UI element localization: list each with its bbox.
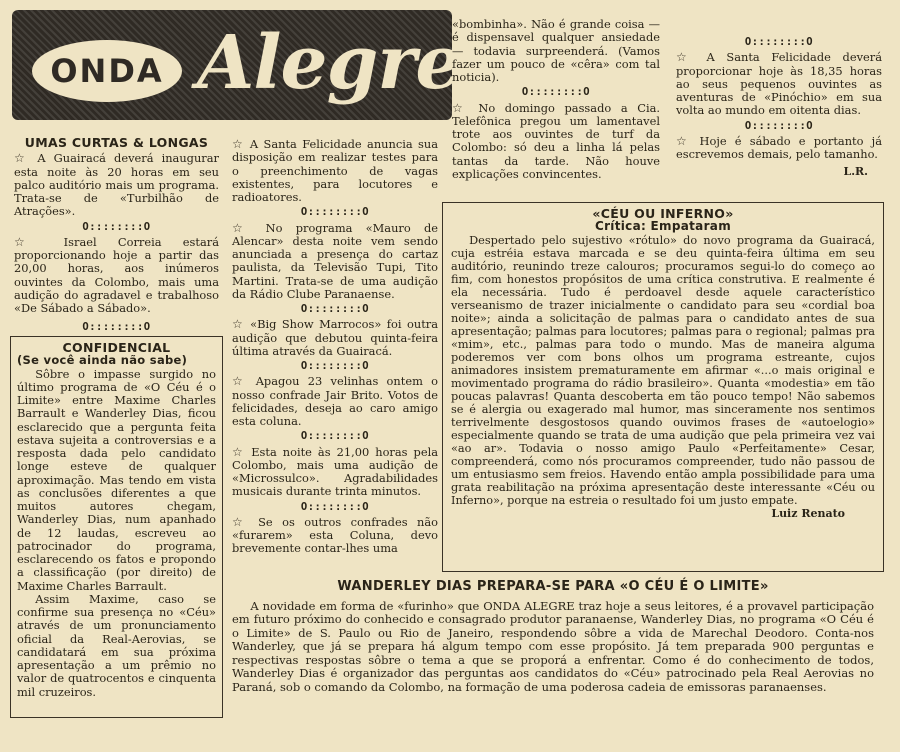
- news-item: A Guairacá deverá inaugurar esta noite às 20 horas em seu palco auditório mais um programa. Trata-se de «Turbilhão de Atrações».: [14, 151, 219, 219]
- column-notes-2: [232, 138, 438, 556]
- separator: O::::::::O: [521, 86, 591, 99]
- separator: O::::::::O: [300, 430, 370, 443]
- star-icon: ☆: [232, 220, 253, 235]
- separator: O::::::::O: [744, 36, 814, 48]
- star-icon: ☆: [232, 374, 248, 389]
- news-item: Israel Correia estará proporcionando hoje a partir das 20,00 horas, aos inúmeros ouvintes da Colombo, mais uma audição do agradavel e trabalhoso «De Sábado a Sábado».: [14, 234, 219, 315]
- star-icon: ☆: [14, 234, 43, 249]
- wanderley-article: [232, 580, 874, 694]
- news-item: No domingo passado a Cia. Telefônica pregou um lamentavel trote aos ouvintes de turf da Colombo: só deu a linha lá pelas tantas da tarde. Não houve explicações convincentes.: [452, 100, 660, 181]
- news-item: A Santa Felicidade deverá proporcionar hoje às 18,35 horas ao seus pequenos ouvintes as aventuras de «Pinóchio» em sua volta ao mundo em oitenta dias.: [676, 50, 882, 118]
- column-notes-4: [676, 34, 882, 179]
- star-icon: ☆: [232, 317, 245, 332]
- ceu-ou-inferno-box: [442, 202, 884, 572]
- news-item: Apagou 23 velinhas ontem o nosso confrade Jair Brito. Votos de felicidades, deseja ao caro amigo esta coluna.: [232, 374, 438, 428]
- star-icon: ☆: [232, 444, 246, 459]
- column-curtas-longas: [14, 136, 219, 337]
- separator: O::::::::O: [300, 360, 370, 372]
- star-icon: ☆: [232, 514, 249, 529]
- confidencial-paragraph: Sôbre o impasse surgido no último programa de «O Céu é o Limite» entre Maxime Charles Barrault e Wanderley Dias, ficou esclarecido que a pergunta feita estava sujeita a controversias e a resposta dada pelo candidato longe esteve de qualquer aproximação. Mas tendo em vista as conclusões diferentes a que muitos autores chegam, Wanderley Dias, num apanhado de 12 laudas, escreveu ao patrocinador do programa, esclarecendo os fatos e propondo a classificação (por direito) de Maxime Charles Barrault.: [17, 366, 216, 593]
- news-item: Hoje é sábado e portanto já escrevemos demais, pelo tamanho.: [676, 133, 883, 161]
- news-item: No programa «Mauro de Alencar» desta noite vem sendo anunciada a presença do cartaz paulista, da Televisão Tupi, Tito Martini. Trata-se de uma audição da Rádio Clube Paranaense.: [232, 220, 439, 301]
- separator: O::::::::O: [300, 303, 370, 315]
- star-icon: ☆: [14, 151, 30, 166]
- separator: O::::::::O: [82, 321, 151, 334]
- column-notes-3: [452, 18, 660, 181]
- masthead-alegre: Alegre: [197, 20, 462, 106]
- news-item: A Santa Felicidade anuncia sua disposição em realizar testes para o preenchimento de vagas existentes, para locutores e radioatores.: [232, 137, 439, 204]
- signature: Luiz Renato: [771, 507, 845, 520]
- news-item: Esta noite às 21,00 horas pela Colombo, mais uma audição de «Microssulco». Agradabilidades musicais durante trinta minutos.: [232, 444, 438, 499]
- masthead-oval: [32, 40, 182, 102]
- article-title: WANDERLEY DIAS PREPARA-SE PARA «O CÉU É O LIMITE»: [337, 579, 769, 594]
- confidencial-box: [10, 336, 223, 718]
- star-icon: ☆: [232, 137, 245, 151]
- article-body: Despertado pelo sujestivo «rótulo» do novo programa da Guairacá, cuja estréia estava marcada e se deu quinta-feira última em seu auditório, reunindo treze calouros; procuramos segui-lo do começo ao fim, com honestos propósitos de uma crítica construtiva. E realmente é ela necessária. Tudo é perdoavel desde aquele característico verseanismo de trazer inicialmente o candidato para seu «cordial boa noite»; ainda a solicitação de palmas para o candidato antes de sua apresentação; palmas para locutores; palmas para o regional; palmas pra «mim», etc., palmas para todo o mundo. Mas de maneira alguma poderemos ver com bons olhos um programa estreante, cujos animadores insistem prematuramente em afirmar «...o mais original e movimentado programa do rádio brasileiro». Quanta «modestia» em tão poucas palavras! Quanta descoberta em tão pouco tempo! Não sabemos se é alergia ou exagerado mal humor, mas sinceramente nos sentimos terrivelmente desgostosos quando ouvimos frases de «autoelogio» especialmente quando se trata de uma audição que pela primeira vez vai «ao ar». Todavia o nosso amigo Paulo «Perfeitamente» Cesar, compreenderá, como nós procuramos compreender, tudo não passou de um entusiasmo sem freios. Havendo então ampla possibilidade para uma grata reabilitação na próxima apresentação deste interessante «Céu ou Inferno», porque na estreia o resultado foi um justo empate.: [451, 234, 875, 507]
- news-item: «Big Show Marrocos» foi outra audição que debutou quinta-feira última através da Guairacá.: [232, 317, 439, 358]
- section-heading: UMAS CURTAS & LONGAS: [24, 135, 209, 150]
- masthead-onda: ONDA: [50, 52, 164, 90]
- news-item: Se os outros confrades não «furarem» esta Coluna, devo brevemente contar-lhes uma: [232, 514, 438, 556]
- confidencial-subtitle: (Se você ainda não sabe): [17, 353, 188, 368]
- separator: O::::::::O: [744, 119, 814, 132]
- article-title: «CÉU OU INFERNO»: [592, 206, 734, 221]
- star-icon: ☆: [676, 133, 692, 148]
- article-subtitle: Crítica: Empataram: [594, 219, 732, 233]
- confidencial-title: CONFIDENCIAL: [62, 340, 171, 355]
- news-item-continued: «bombinha». Não é grande coisa — é dispensavel qualquer ansiedade — todavia surpreenderá. (Vamos fazer um pouco de «cêra» com tal noticia).: [452, 17, 660, 84]
- separator: O::::::::O: [82, 220, 151, 233]
- confidencial-paragraph: Assim Maxime, caso se confirme sua presença no «Céu» através de um pronunciamento oficial da Real-Aerovias, se candidatará em sua próxima apresentação a um prêmio no valor de quatrocentos e cinquenta mil cruzeiros.: [17, 591, 216, 699]
- star-icon: ☆: [452, 100, 469, 115]
- article-body: A novidade em forma de «furinho» que ONDA ALEGRE traz hoje a seus leitores, é a provavel participação em futuro próximo do conhecido e consagrado produtor paranaense, Wanderley Dias, no programa «O Céu é o Limite» de S. Paulo ou Rio de Janeiro, respondendo sôbre a vida de Marechal Deodoro. Conta-nos Wanderley, que já se prepara há algum tempo com esse propósito. Já tem preparada 900 perguntas e respectivas respostas sôbre o tema a que se proporá a enfrentar. Como é do conhecimento de todos, Wanderley Dias é organizador das perguntas aos candidatos do «Céu» patrocinado pela Real Aerovias no Paraná, sob o comando da Colombo, na formação de uma poderosa cadeia de emissoras paranaenses.: [232, 598, 874, 694]
- separator: O::::::::O: [300, 500, 370, 513]
- signature: L.R.: [843, 165, 868, 179]
- masthead-banner: [12, 10, 462, 120]
- separator: O::::::::O: [300, 206, 370, 219]
- star-icon: ☆: [676, 50, 695, 65]
